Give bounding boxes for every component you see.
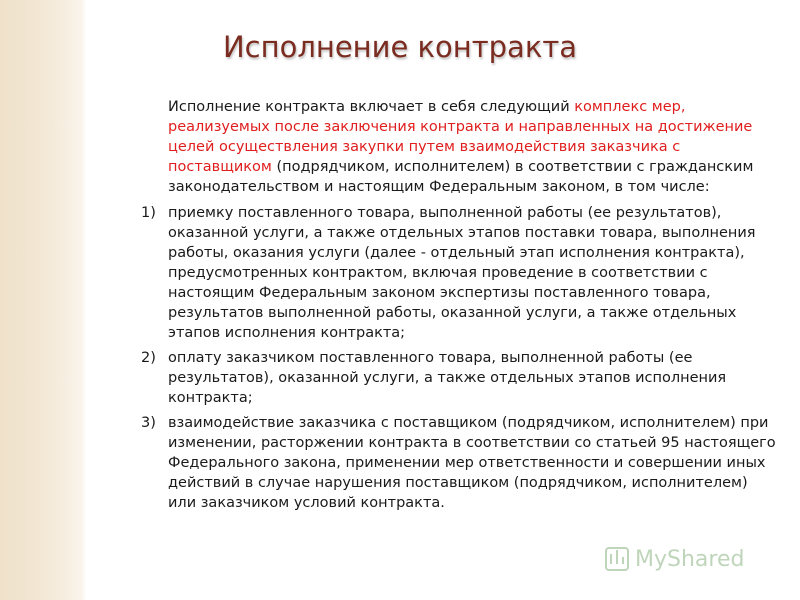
intro-paragraph <box>137 97 777 197</box>
list-item-number: 3) <box>141 415 156 431</box>
slide-title: Исполнение контракта <box>222 30 578 64</box>
list-item-text: оплату заказчиком поставленного товара, выполненной работы (ее результатов), оказанной услуги, а также отдельных этапов исполнения контракта; <box>168 350 727 406</box>
watermark-text: MyShared <box>635 547 745 572</box>
list-item-2 <box>137 348 777 408</box>
list-item-text: взаимодействие заказчика с поставщиком (подрядчиком, исполнителем) при изменении, расторжении контракта в соответствии со статьей 95 настоящего Федерального закона, применении мер ответственности и совершении иных действий в случае нарушения поставщиком (подрядчиком, исполнителем) или заказчиком условий контракта. <box>168 415 776 511</box>
list-item-text: приемку поставленного товара, выполненной работы (ее результатов), оказанной услуги, а также отдельных этапов поставки товара, выполнения работы, оказания услуги (далее - отдельный этап исполнения контракта), предусмотренных контрактом, включая проведение в соответствии с настоящим Федеральным законом экспертизы поставленного товара, результатов выполненной работы, оказанной услуги, а также отдельных этапов исполнения контракта; <box>168 205 756 341</box>
list-item-3 <box>137 413 777 513</box>
list-item-number: 1) <box>141 205 156 221</box>
intro-text-start: Исполнение контракта включает в себя следующий <box>168 99 575 115</box>
decorative-left-band <box>0 0 86 600</box>
list-item-number: 2) <box>141 350 156 366</box>
intro-text-end: (подрядчиком, исполнителем) в соответствии с гражданским законодательством и настоящим Федеральным законом, в том числе: <box>168 159 754 195</box>
intro-highlight: комплекс мер, реализуемых после заключения контракта и направленных на достижение целей осуществления закупки путем взаимодействия заказчика с поставщиком <box>168 99 753 175</box>
myshared-watermark-logo <box>603 538 773 578</box>
list-item-1 <box>137 203 777 343</box>
slide-body <box>137 97 777 518</box>
